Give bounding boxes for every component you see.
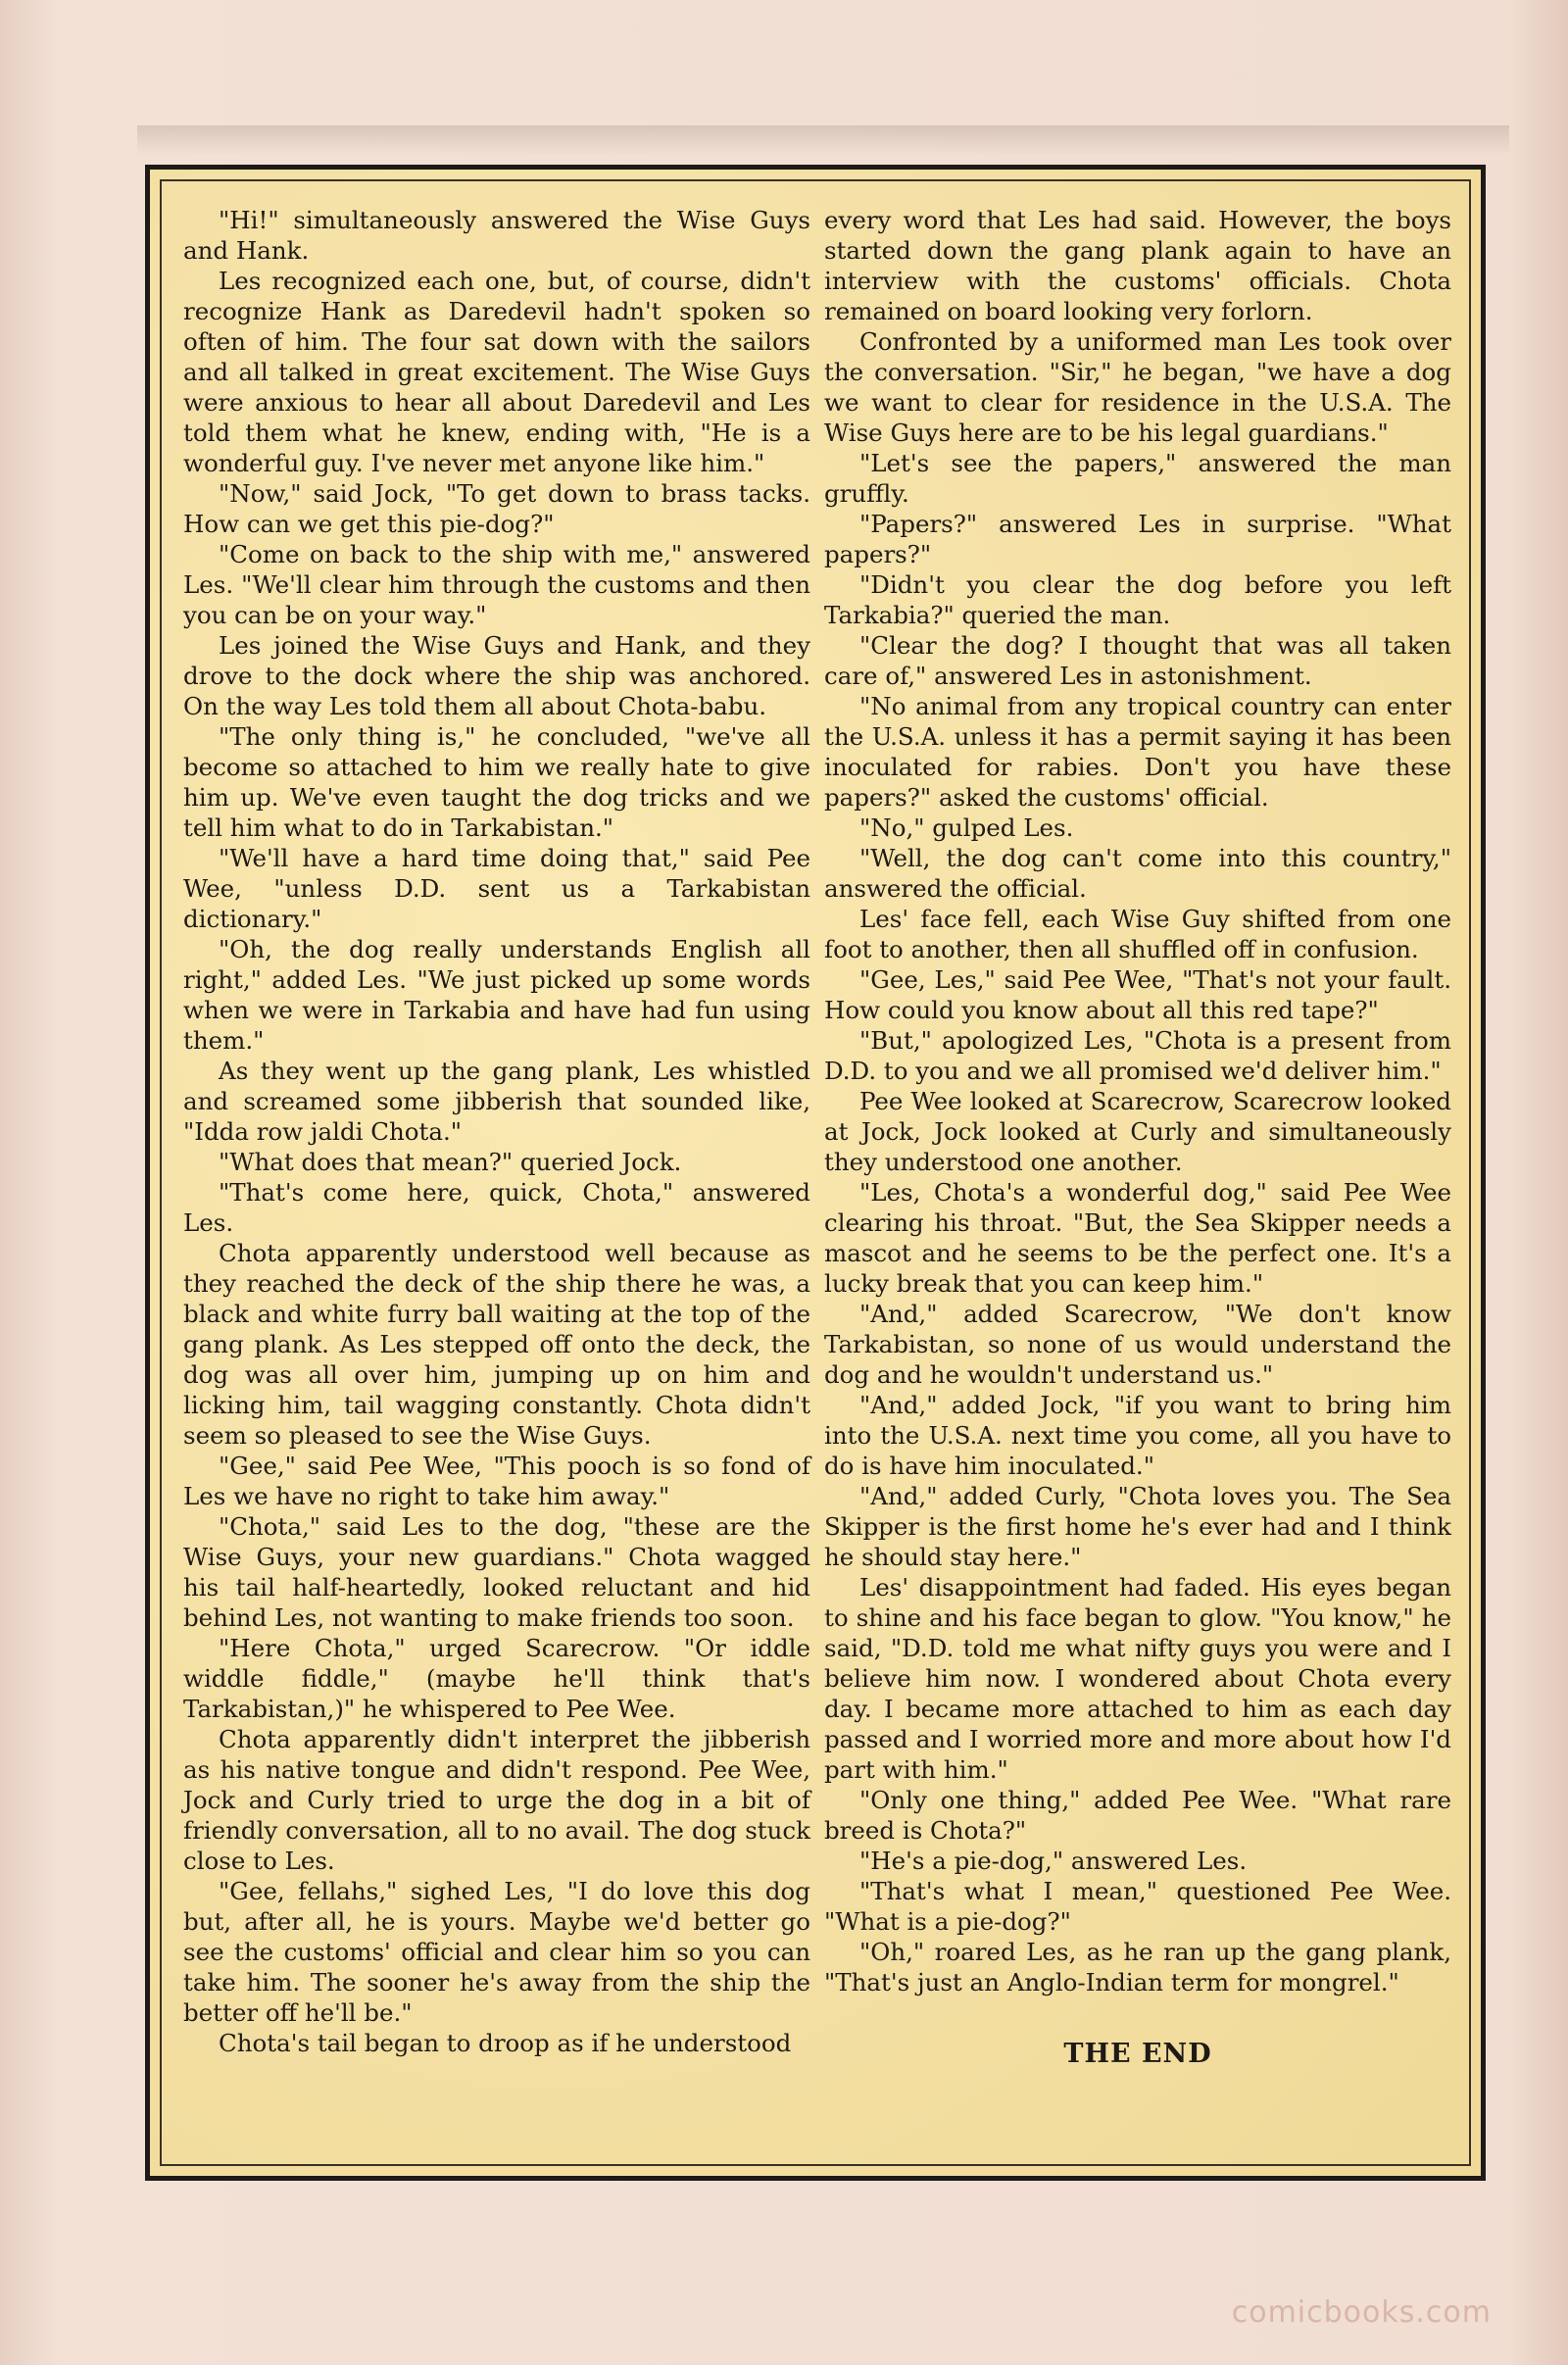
paragraph: "Only one thing," added Pee Wee. "What rare breed is Chota?" <box>824 1786 1451 1845</box>
paragraph: "And," added Scarecrow, "We don't know Tarkabistan, so none of us would understand the dog and he wouldn't understand us." <box>824 1300 1451 1389</box>
paragraph: "And," added Jock, "if you want to bring him into the U.S.A. next time you come, all you have to do is have him inoculated." <box>824 1391 1451 1480</box>
paragraph: Chota apparently understood well because as they reached the deck of the ship there he was, a black and white furry ball waiting at the top of the gang plank. As Les stepped off onto the deck, the dog was all over him, jumping up on him and licking him, tail wagging constantly. Chota didn't seem so pleased to see the Wise Guys. <box>183 1239 810 1450</box>
paragraph: Les' face fell, each Wise Guy shifted from one foot to another, then all shuffled off in confusion. <box>824 905 1451 963</box>
paragraph: "But," apologized Les, "Chota is a present from D.D. to you and we all promised we'd deliver him." <box>824 1026 1451 1085</box>
top-shadow <box>137 125 1509 155</box>
paragraph: "Papers?" answered Les in surprise. "What papers?" <box>824 510 1451 568</box>
paragraph: Les joined the Wise Guys and Hank, and they drove to the dock where the ship was anchored. On the way Les told them all about Chota-babu. <box>183 631 810 720</box>
paragraph: Chota's tail began to droop as if he understood <box>219 2029 792 2057</box>
paragraph: "What does that mean?" queried Jock. <box>219 1148 682 1176</box>
paragraph: "Oh," roared Les, as he ran up the gang plank, "That's just an Anglo-Indian term for mongrel." <box>824 1938 1451 1996</box>
paragraph: "Come on back to the ship with me," answered Les. "We'll clear him through the customs and then you can be on your way." <box>183 540 810 629</box>
paragraph: "The only thing is," he concluded, "we've all become so attached to him we really hate to give him up. We've even taught the dog tricks and we tell him what to do in Tarkabistan." <box>183 722 810 842</box>
paragraph: As they went up the gang plank, Les whistled and screamed some jibberish that sounded like, "Idda row jaldi Chota." <box>183 1057 810 1146</box>
watermark: comicbooks.com <box>1231 2295 1492 2330</box>
paragraph: Confronted by a uniformed man Les took over the conversation. "Sir," he began, "we have a dog we want to clear for residence in the U.S.A. The Wise Guys here are to be his legal guardians." <box>824 327 1451 447</box>
paragraph: "Well, the dog can't come into this country," answered the official. <box>824 844 1451 903</box>
paragraph: every word that Les had said. However, the boys started down the gang plank again to have an interview with the customs' officials. Chota remained on board looking very forlorn. <box>824 206 1451 325</box>
paragraph: "Gee, fellahs," sighed Les, "I do love this dog but, after all, he is yours. Maybe we'd better go see the customs' official and clear him so you can take him. The sooner he's away from the ship the better off he'll be." <box>183 1877 810 2027</box>
paragraph: "Now," said Jock, "To get down to brass tacks. How can we get this pie-dog?" <box>183 479 810 538</box>
paragraph: "Clear the dog? I thought that was all taken care of," answered Les in astonishment. <box>824 631 1451 690</box>
paragraph: "Gee, Les," said Pee Wee, "That's not your fault. How could you know about all this red tape?" <box>824 965 1451 1024</box>
paragraph: "That's what I mean," questioned Pee Wee. "What is a pie-dog?" <box>824 1877 1451 1936</box>
left-column <box>183 205 810 2058</box>
paragraph: "Didn't you clear the dog before you left Tarkabia?" queried the man. <box>824 570 1451 629</box>
story-panel <box>145 165 1486 2181</box>
paragraph: "He's a pie-dog," answered Les. <box>859 1847 1248 1875</box>
paragraph: "Let's see the papers," answered the man gruffly. <box>824 449 1451 508</box>
paragraph: Les recognized each one, but, of course, didn't recognize Hank as Daredevil hadn't spoken so often of him. The four sat down with the sailors and all talked in great excitement. The Wise Guys were anxious to hear all about Daredevil and Les told them what he knew, ending with, "He is a wonderful guy. I've never met anyone like him." <box>183 267 810 477</box>
paragraph: "No," gulped Les. <box>859 813 1074 842</box>
paragraph: "Les, Chota's a wonderful dog," said Pee Wee clearing his throat. "But, the Sea Skipper needs a mascot and he seems to be the perfect one. It's a lucky break that you can keep him." <box>824 1178 1451 1298</box>
paragraph: Pee Wee looked at Scarecrow, Scarecrow looked at Jock, Jock looked at Curly and simultaneously they understood one another. <box>824 1087 1451 1176</box>
paragraph: "That's come here, quick, Chota," answered Les. <box>183 1178 810 1237</box>
paragraph: "And," added Curly, "Chota loves you. The Sea Skipper is the first home he's ever had and I think he should stay here." <box>824 1482 1451 1571</box>
paragraph: "No animal from any tropical country can enter the U.S.A. unless it has a permit saying it has been inoculated for rabies. Don't you have these papers?" asked the customs' official. <box>824 692 1451 812</box>
paragraph: "Chota," said Les to the dog, "these are the Wise Guys, your new guardians." Chota wagged his tail half-heartedly, looked reluctant and hid behind Les, not wanting to make friends too soon. <box>183 1512 810 1632</box>
the-end-label: THE END <box>1063 2039 1212 2069</box>
paragraph: "Hi!" simultaneously answered the Wise Guys and Hank. <box>183 206 810 265</box>
paragraph: "Gee," said Pee Wee, "This pooch is so fond of Les we have no right to take him away." <box>183 1452 810 1510</box>
paragraph: "Here Chota," urged Scarecrow. "Or iddle widdle fiddle," (maybe he'll think that's Tarkabistan,)" he whispered to Pee Wee. <box>183 1634 810 1723</box>
paragraph: "Oh, the dog really understands English all right," added Les. "We just picked up some words when we were in Tarkabia and have had fun using them." <box>183 935 810 1055</box>
right-column <box>824 205 1451 2069</box>
paragraph: Chota apparently didn't interpret the jibberish as his native tongue and didn't respond. Pee Wee, Jock and Curly tried to urge the dog in a bit of friendly conversation, all to no avail. The dog stuck close to Les. <box>183 1725 810 1875</box>
paragraph: Les' disappointment had faded. His eyes began to shine and his face began to glow. "You know," he said, "D.D. told me what nifty guys you were and I believe him now. I wondered about Chota every day. I became more attached to him as each day passed and I worried more and more about how I'd part with him." <box>824 1573 1451 1784</box>
paragraph: "We'll have a hard time doing that," said Pee Wee, "unless D.D. sent us a Tarkabistan dictionary." <box>183 844 810 933</box>
